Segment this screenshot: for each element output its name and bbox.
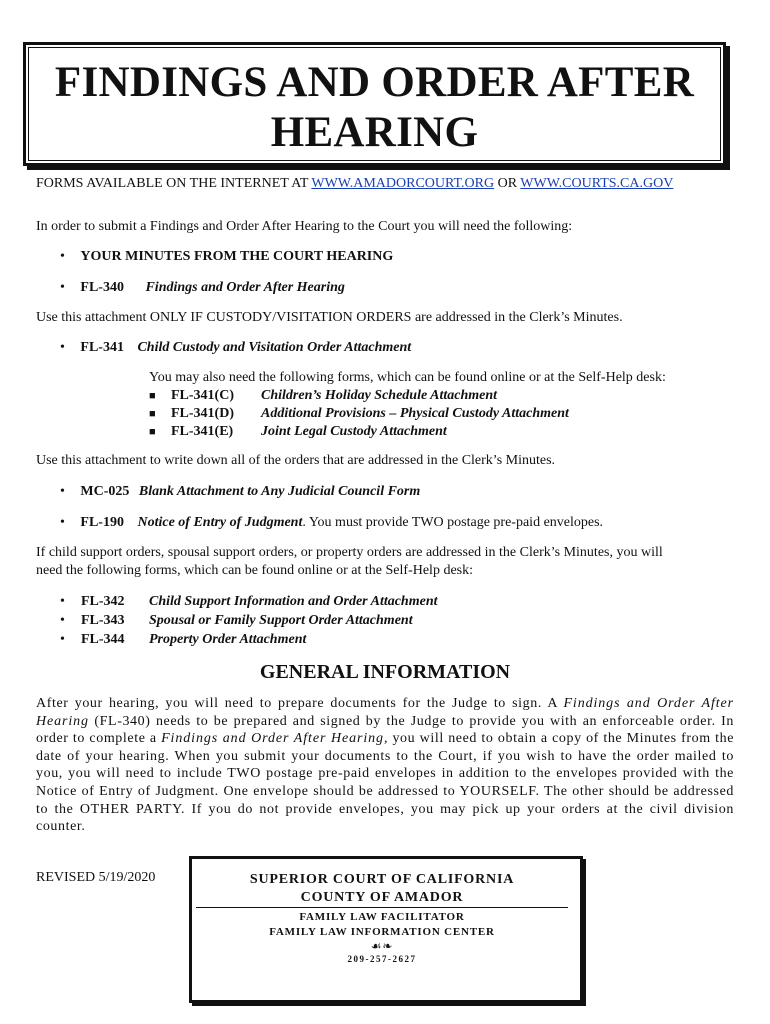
general-text-2: (FL-340) needs to be prepared and signed by the Judge to provide you with an enforceable order. In order to complete a — [36, 713, 734, 747]
title-line-1: FINDINGS AND ORDER AFTER — [54, 59, 695, 106]
bullet-dot: • — [60, 594, 65, 609]
form-title: Spousal or Family Support Order Attachment — [149, 613, 413, 628]
bullet-dot: • — [60, 280, 65, 295]
minutes-text: YOUR MINUTES FROM THE COURT HEARING — [80, 249, 394, 264]
info-center-label: FAMILY LAW INFORMATION CENTER — [269, 926, 495, 938]
phone-number: 209-257-2627 — [347, 954, 417, 964]
form-code: FL-341(E) — [171, 424, 234, 439]
general-info-heading: GENERAL INFORMATION — [259, 661, 511, 683]
general-text-1: After your hearing, you will need to prepare documents for the Judge to sign. A — [36, 696, 564, 711]
court-name: SUPERIOR COURT OF CALIFORNIA — [249, 872, 515, 887]
list-item-fl341 — [60, 340, 411, 356]
custody-note: Use this attachment ONLY IF CUSTODY/VISITATION ORDERS are addressed in the Clerk’s Minutes. — [36, 310, 623, 325]
form-title: Joint Legal Custody Attachment — [261, 424, 447, 439]
ornament-icon: ☙❧ — [370, 939, 394, 953]
revised-date: REVISED 5/19/2020 — [36, 870, 156, 885]
form-title: Property Order Attachment — [149, 632, 307, 647]
form-code: FL-343 — [81, 613, 125, 628]
court-info-box — [189, 856, 583, 1003]
form-code: FL-344 — [81, 632, 125, 647]
forms-middle: OR — [494, 176, 521, 191]
page-title — [26, 58, 723, 158]
form-title: Blank Attachment to Any Judicial Council Form — [138, 484, 421, 499]
form-code: FL-341(D) — [171, 406, 234, 421]
county-name: COUNTY OF AMADOR — [300, 890, 464, 905]
form-title: Additional Provisions – Physical Custody Attachment — [261, 406, 569, 421]
forms-available-line — [36, 176, 673, 192]
form-code: FL-342 — [81, 594, 125, 609]
bullet-dot: • — [60, 632, 65, 647]
form-code: FL-340 — [80, 280, 124, 295]
form-title: Child Custody and Visitation Order Attachment — [137, 340, 412, 355]
support-note-line-1: If child support orders, spousal support orders, or property orders are addressed in the Clerk’s Minutes, you will — [36, 545, 663, 560]
square-bullet-icon: ■ — [149, 408, 156, 420]
support-note-line-2: need the following forms, which can be found online or at the Self-Help desk: — [36, 563, 473, 578]
bullet-dot: • — [60, 484, 65, 499]
list-item-fl343 — [60, 613, 413, 629]
form-title: Child Support Information and Order Attachment — [149, 594, 438, 609]
form-code: FL-341(C) — [171, 388, 234, 403]
list-item-mc025 — [60, 484, 420, 500]
amadorcourt-link[interactable]: WWW.AMADORCOURT.ORG — [311, 176, 495, 191]
bullet-dot: • — [60, 515, 65, 530]
bullet-dot: • — [60, 613, 65, 628]
form-code: FL-341 — [80, 340, 124, 355]
courts-ca-link[interactable]: WWW.COURTS.CA.GOV — [520, 176, 674, 191]
list-item-fl342 — [60, 594, 438, 610]
square-bullet-icon: ■ — [149, 390, 156, 402]
form-code: FL-190 — [80, 515, 124, 530]
sub-form-item — [149, 388, 498, 404]
fl190-note: . You must provide TWO postage pre-paid envelopes. — [302, 515, 604, 530]
title-box — [23, 42, 726, 166]
list-item-fl340 — [60, 280, 345, 296]
list-item-fl190 — [60, 515, 603, 531]
title-line-2: HEARING — [270, 109, 479, 156]
sub-form-item — [149, 424, 447, 440]
general-italic-1: Findings and Order After Hearing — [36, 696, 735, 729]
court-divider — [196, 907, 568, 908]
square-bullet-icon: ■ — [149, 426, 156, 438]
list-item-minutes — [60, 249, 393, 265]
list-item-fl344 — [60, 632, 307, 648]
sub-form-item — [149, 406, 569, 422]
bullet-dot: • — [60, 249, 65, 264]
form-title: Children’s Holiday Schedule Attachment — [261, 388, 498, 403]
orders-note: Use this attachment to write down all of the orders that are addressed in the Clerk’s Minutes. — [36, 453, 556, 468]
general-italic-2: Findings and Order After Hearing — [161, 731, 384, 747]
form-title: Findings and Order After Hearing — [145, 280, 345, 295]
bullet-dot: • — [60, 340, 65, 355]
intro-text: In order to submit a Findings and Order After Hearing to the Court you will need the following: — [36, 219, 573, 234]
general-info-paragraph — [36, 695, 734, 836]
forms-prefix: FORMS AVAILABLE ON THE INTERNET AT — [36, 176, 312, 191]
form-code: MC-025 — [80, 484, 130, 499]
also-need-text: You may also need the following forms, which can be found online or at the Self-Help desk: — [149, 370, 666, 385]
general-text-3: , you will need to obtain a copy of the Minutes from the date of your hearing. When you submit your documents to the Court, if you wish to have the order mailed to you, you will need to include TWO postage pre-paid envelopes in addition to the envelopes provided with the Notice of Entry of Judgment. One envelope should be addressed to YOURSELF. The other should be addressed to the OTHER PARTY. If you do not provide envelopes, you may pick up your orders at the civil division counter. — [36, 731, 735, 835]
facilitator-label: FAMILY LAW FACILITATOR — [299, 911, 465, 923]
form-title: Notice of Entry of Judgment — [137, 515, 303, 530]
